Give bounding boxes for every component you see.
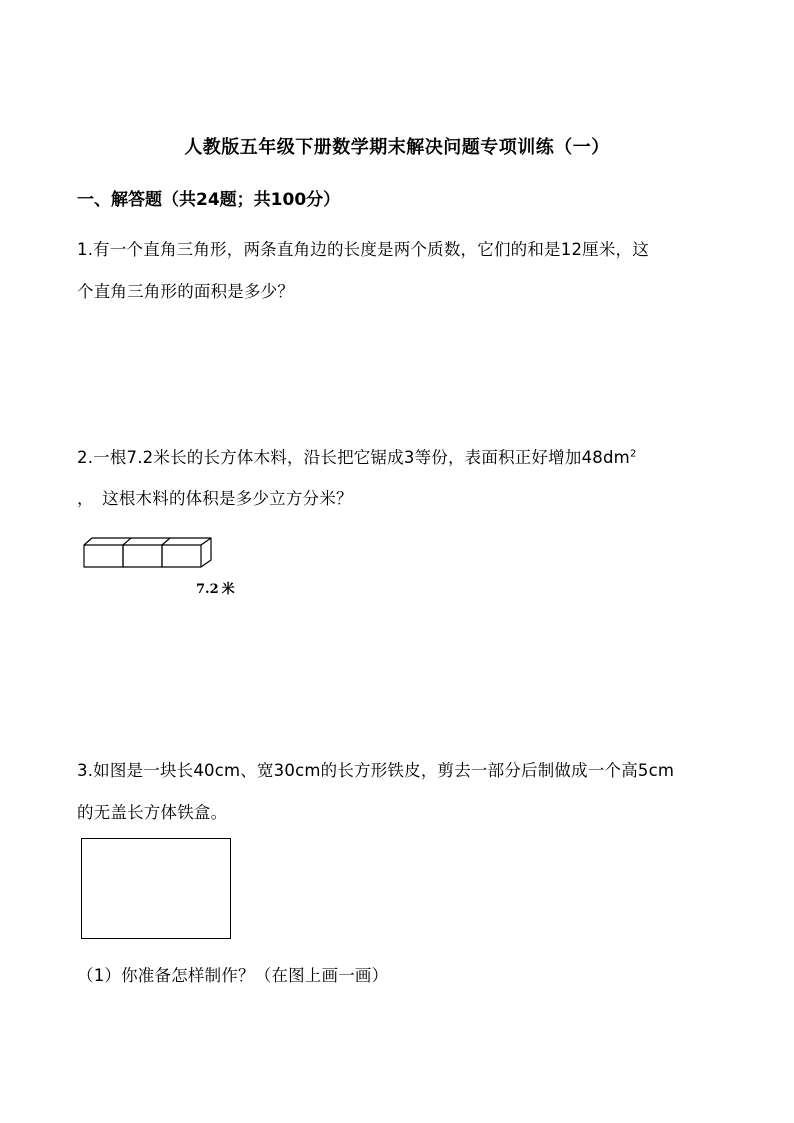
question-2-line-2: ， 这根木料的体积是多少立方分米？ <box>77 489 353 508</box>
wood-length-value: 7.2 <box>196 582 219 597</box>
question-3-sub-question-1: （1）你准备怎样制作？（在图上画一画） <box>77 966 389 985</box>
wood-block-segment-3 <box>162 545 201 567</box>
wood-length-unit: 米 <box>221 582 235 597</box>
wood-length-label <box>196 578 235 597</box>
question-3-line-1: 3.如图是一块长40cm、宽30cm的长方形铁皮，剪去一部分后制做成一个高5cm <box>77 761 675 780</box>
question-3-line-2: 的无盖长方体铁盒。 <box>77 803 228 822</box>
question-1-line-1: 1.有一个直角三角形，两条直角边的长度是两个质数，它们的和是12厘米，这 <box>77 240 649 259</box>
iron-sheet-rectangle <box>81 838 231 939</box>
question-2-line-1 <box>77 444 637 468</box>
wood-block-segment-2 <box>123 545 162 567</box>
wood-block-figure <box>76 532 221 574</box>
squared-superscript: 2 <box>629 448 637 460</box>
page-title: 人教版五年级下册数学期末解决问题专项训练（一） <box>184 137 610 158</box>
section-heading: 一、解答题（共24题；共100分） <box>77 190 341 210</box>
wood-block-top-face <box>84 538 211 545</box>
question-1-line-2: 个直角三角形的面积是多少？ <box>77 282 295 301</box>
question-2-line-1-text: 2.一根7.2米长的长方体木料，沿长把它锯成3等份，表面积正好增加48dm <box>77 448 630 467</box>
wood-block-side-face <box>201 538 211 567</box>
wood-block-segment-1 <box>84 545 123 567</box>
